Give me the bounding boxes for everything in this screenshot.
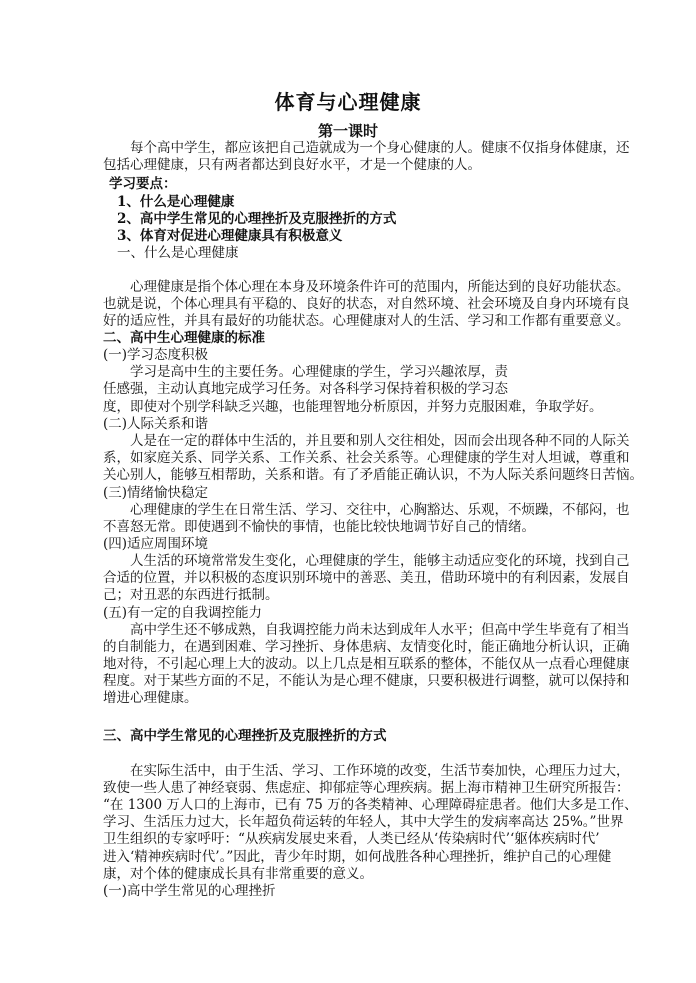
subsection-heading: (五)有一定的自我调控能力 — [103, 605, 263, 621]
paragraph-line: 学习、生活压力过大，长年超负荷运转的年轻人，其中大学生的发病率高达 25%。”世界 — [103, 814, 624, 830]
key-point-item: 3、体育对促进心理健康具有积极意义 — [117, 228, 343, 244]
paragraph-line: 程度。对于某些方面的不足，不能认为是心理不健康，只要积极进行调整，就可以保持和 — [103, 673, 630, 689]
paragraph-line: 也就是说，个体心理具有平稳的、良好的状态，对自然环境、社会环境及自身内环境有良 — [103, 296, 630, 312]
paragraph-line: 任感强，主动认真地完成学习任务。对各科学习保持着积极的学习态 — [103, 381, 508, 397]
paragraph-line: 进入‘精神疾病时代’。”因此，青少年时期，如何战胜各种心理挫折，维护自己的心理健 — [103, 849, 612, 865]
key-point-item: 1、什么是心理健康 — [117, 194, 235, 210]
paragraph-line: 人生活的环境常常发生变化，心理健康的学生，能够主动适应变化的环境，找到自己 — [130, 553, 630, 569]
paragraph-line: 学习是高中生的主要任务。心理健康的学生，学习兴趣浓厚，责 — [130, 364, 508, 380]
intro-line: 包括心理健康，只有两者都达到良好水平，才是一个健康的人。 — [103, 157, 481, 173]
paragraph-line: 致使一些人患了神经衰弱、焦虑症、抑郁症等心理疾病。据上海市精神卫生研究所报告： — [103, 780, 630, 796]
paragraph-line: 度，即使对个别学科缺乏兴趣，也能理智地分析原因，并努力克服困难，争取学好。 — [103, 399, 603, 415]
lesson-subtitle: 第一课时 — [317, 122, 378, 140]
subsection-heading: (四)适应周围环境 — [103, 536, 209, 552]
paragraph-line: 地对待，不引起心理上大的波动。以上几点是相互联系的整体，不能仅从一点看心理健康 — [103, 656, 630, 672]
section-heading: 一、什么是心理健康 — [117, 245, 239, 261]
paragraph-line: 的自制能力，在遇到困难、学习挫折、身体患病、友情变化时，能正确地分析认识，正确 — [103, 639, 630, 655]
paragraph-line: 系，如家庭关系、同学关系、工作关系、社会关系等。心理健康的学生对人坦诚，尊重和 — [103, 450, 630, 466]
key-point-item: 2、高中学生常见的心理挫折及克服挫折的方式 — [117, 211, 397, 227]
paragraph-line: 好的适应性，并具有最好的功能状态。心理健康对人的生活、学习和工作都有重要意义。 — [103, 313, 630, 329]
paragraph-line: 在实际生活中，由于生活、学习、工作环境的改变，生活节奏加快，心理压力过大， — [130, 763, 630, 779]
paragraph-line: 高中学生还不够成熟，自我调控能力尚未达到成年人水平；但高中学生毕竟有了相当 — [130, 622, 630, 638]
page-title: 体育与心理健康 — [274, 90, 422, 114]
paragraph-line: 关心别人，能够互相帮助，关系和谐。有了矛盾能正确认识，不为人际关系问题终日苦恼。 — [103, 467, 643, 483]
paragraph-line: 合适的位置，并以积极的态度识别环境中的善恶、美丑，借助环境中的有利因素，发展自 — [103, 570, 630, 586]
paragraph-line: 康，对个体的健康成长具有非常重要的意义。 — [103, 866, 373, 882]
paragraph-line: “在 1300 万人口的上海市，已有 75 万的各类精神、心理障碍症患者。他们大多是工作、 — [103, 797, 638, 813]
subsection-heading: (一)高中学生常见的心理挫折 — [103, 883, 276, 899]
paragraph-line: 增进心理健康。 — [103, 690, 198, 706]
section-heading: 三、高中学生常见的心理挫折及克服挫折的方式 — [103, 728, 387, 744]
paragraph-line: 卫生组织的专家呼吁：“从疾病发展史来看，人类已经从‘传染病时代’‘躯体疾病时代’ — [103, 831, 600, 847]
intro-line: 每个高中学生，都应该把自己造就成为一个身心健康的人。健康不仅指身体健康，还 — [130, 140, 630, 156]
subsection-heading: (三)情绪愉快稳定 — [103, 485, 209, 501]
paragraph-line: 不喜怒无常。即使遇到不愉快的事情，也能比较快地调节好自己的情绪。 — [103, 519, 535, 535]
section-heading: 二、高中生心理健康的标准 — [103, 330, 265, 346]
paragraph-line: 己；对丑恶的东西进行抵制。 — [103, 587, 279, 603]
paragraph-line: 人是在一定的群体中生活的，并且要和别人交往相处，因而会出现各种不同的人际关 — [130, 433, 630, 449]
subsection-heading: (二)人际关系和谐 — [103, 416, 209, 432]
key-points-heading: 学习要点： — [109, 176, 177, 192]
paragraph-line: 心理健康的学生在日常生活、学习、交往中，心胸豁达、乐观，不烦躁，不郁闷，也 — [130, 502, 630, 518]
paragraph-line: 心理健康是指个体心理在本身及环境条件许可的范围内，所能达到的良好功能状态。 — [130, 279, 630, 295]
subsection-heading: (一)学习态度积极 — [103, 347, 209, 363]
